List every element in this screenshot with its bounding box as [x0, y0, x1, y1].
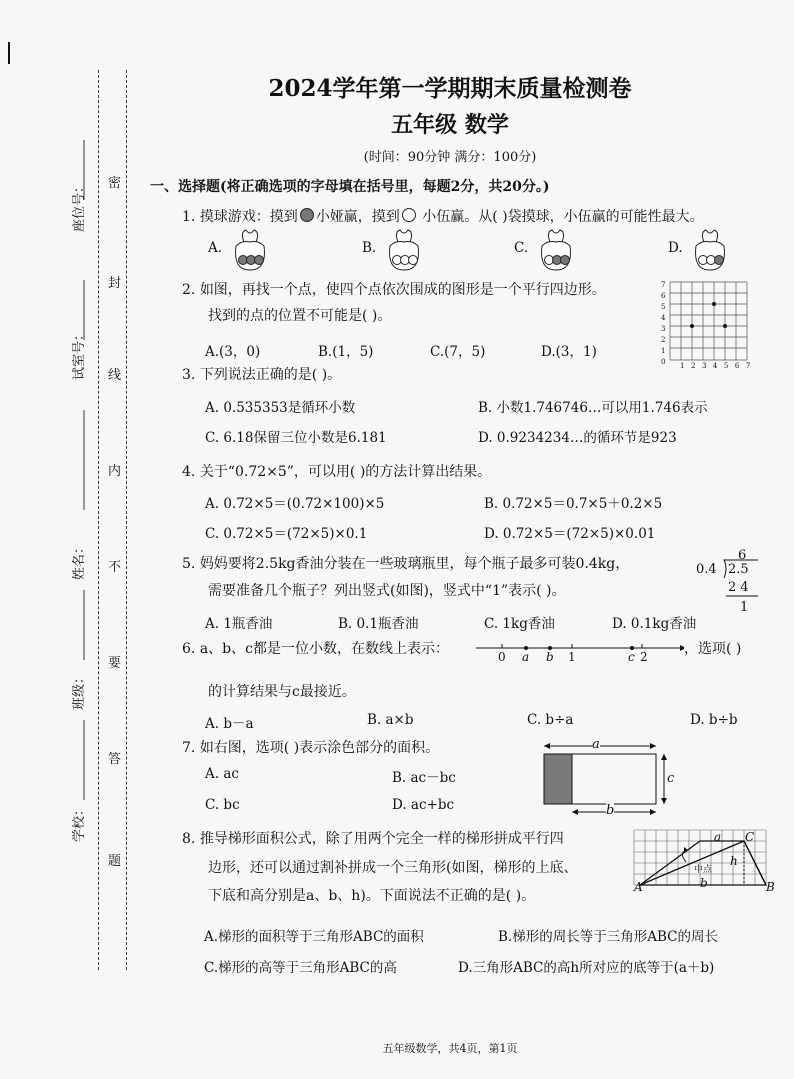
binding-line-left	[98, 70, 99, 970]
room-label: 试室号：	[72, 327, 87, 380]
class-label: 班级：	[72, 670, 87, 710]
seal-char: 题	[108, 854, 122, 869]
q4-option-d: D. 0.72×5＝(72×5)×0.01	[484, 526, 656, 542]
q6-option-c: C. b÷a	[527, 712, 574, 728]
q5-option-b: B. 0.1瓶香油	[338, 616, 419, 632]
question-3: 3. 下列说法正确的是( )。	[182, 367, 342, 383]
grey-ball-icon	[300, 208, 314, 222]
page-title: 2024学年第一学期期末质量检测卷	[268, 75, 632, 102]
seal-char: 封	[108, 276, 122, 291]
section-heading: 一、选择题(将正确选项的字母填在括号里，每题2分，共20分。)	[150, 179, 550, 195]
q1-option-a: A.	[208, 240, 223, 256]
q6-option-a: A. b－a	[205, 716, 254, 732]
q1-option-b: B.	[362, 240, 377, 256]
grid-y-labels: 7 6 5 4 3 2 1 0	[661, 281, 666, 366]
q8-option-a: A.梯形的面积等于三角形ABC的面积	[204, 929, 424, 945]
white-ball-icon	[402, 208, 416, 222]
grid-x-labels: 1234567	[680, 362, 757, 370]
q5-option-a: A. 1瓶香油	[205, 616, 273, 632]
question-1: 1. 摸球游戏：摸到 小娅赢，摸到 小伍赢。从( )袋摸球，小伍赢的可能性最大。	[182, 209, 704, 225]
trap-label-h: h	[730, 854, 738, 868]
seal-char: 不	[108, 560, 122, 575]
ball-bag-icon	[230, 226, 270, 272]
division-product: 2 4	[728, 580, 749, 595]
binding-line-right	[126, 70, 127, 970]
q7-option-c: C. bc	[205, 797, 240, 813]
question-6-tail: ，选项( )	[684, 641, 742, 657]
margin-blank-lines	[62, 120, 92, 1020]
division-divisor: 0.4	[696, 562, 717, 577]
school-label: 学校：	[72, 802, 87, 842]
seat-label: 座位号：	[72, 179, 87, 232]
trap-label-A: A	[634, 880, 643, 894]
question-5: 5. 妈妈要将2.5kg香油分装在一些玻璃瓶里，每个瓶子最多可装0.4kg，	[182, 556, 630, 572]
question-8-line2: 边形，还可以通过割补拼成一个三角形(如图，梯形的上底、	[208, 860, 578, 876]
trap-label-B: B	[766, 880, 775, 894]
division-remainder: 1	[740, 600, 749, 615]
q6-option-d: D. b÷b	[690, 712, 738, 728]
q7-option-a: A. ac	[205, 766, 239, 782]
trap-label-b: b	[700, 876, 708, 890]
q3-option-a: A. 0.535353是循环小数	[205, 400, 356, 416]
division-quotient: 6	[738, 548, 747, 563]
q2-option-d: D.(3，1)	[541, 344, 597, 360]
numberline-a: a	[522, 650, 530, 664]
q2-option-b: B.(1，5)	[318, 344, 374, 360]
scan-mark	[8, 42, 10, 64]
page-subtitle: 五年级 数学	[391, 112, 509, 138]
numberline-c: c	[628, 650, 635, 664]
q8-option-c: C.梯形的高等于三角形ABC的高	[204, 960, 397, 976]
division-dividend: 2.5	[728, 562, 749, 577]
q5-option-c: C. 1kg香油	[484, 616, 555, 632]
seal-char: 答	[108, 752, 122, 767]
q4-option-b: B. 0.72×5＝0.7×5＋0.2×5	[484, 496, 663, 512]
question-7: 7. 如右图，选项( )表示涂色部分的面积。	[182, 740, 440, 756]
q1-option-d: D.	[668, 240, 683, 256]
q2-option-a: A.(3，0)	[205, 344, 261, 360]
q2-option-c: C.(7，5)	[430, 344, 486, 360]
name-label: 姓名：	[72, 540, 87, 580]
numberline-1: 1	[568, 650, 576, 664]
seal-char: 要	[108, 656, 122, 671]
question-6: 6. a、b、c都是一位小数，在数线上表示：	[182, 641, 449, 657]
q1-option-c: C.	[514, 240, 529, 256]
q5-option-d: D. 0.1kg香油	[612, 616, 697, 632]
numberline-0: 0	[498, 650, 506, 664]
question-6-line2: 的计算结果与c最接近。	[208, 684, 356, 700]
rect-label-b: b	[606, 803, 615, 818]
q6-option-b: B. a×b	[367, 712, 414, 728]
seal-char: 线	[108, 368, 122, 383]
question-8: 8. 推导梯形面积公式，除了用两个完全一样的梯形拼成平行四	[182, 831, 564, 847]
ball-bag-icon	[536, 226, 576, 272]
numberline-b: b	[546, 650, 554, 664]
rect-label-c: c	[667, 771, 675, 786]
question-5-line2: 需要准备几个瓶子？列出竖式(如图)，竖式中“1”表示( )。	[208, 583, 566, 599]
page-footer: 五年级数学，共4页，第1页	[382, 1042, 518, 1055]
question-2: 2. 如图，再找一个点，使四个点依次围成的图形是一个平行四边形。	[182, 282, 606, 298]
ball-bag-icon	[690, 226, 730, 272]
seal-char: 内	[108, 464, 122, 479]
q8-option-d: D.三角形ABC的高h所对应的底等于(a＋b)	[458, 960, 715, 976]
q7-option-d: D. ac+bc	[392, 797, 455, 813]
question-8-line3: 下底和高分别是a、b、h)。下面说法不正确的是( )。	[208, 888, 536, 904]
q3-option-c: C. 6.18保留三位小数是6.181	[205, 430, 387, 446]
q8-option-b: B.梯形的周长等于三角形ABC的周长	[498, 929, 718, 945]
time-info: (时间：90分钟 满分：100分)	[363, 150, 537, 165]
q4-option-c: C. 0.72×5＝(72×5)×0.1	[205, 526, 368, 542]
question-2-line2: 找到的点的位置不可能是( )。	[208, 308, 392, 324]
rect-label-a: a	[592, 737, 600, 752]
long-division-bracket	[718, 558, 768, 618]
question-4: 4. 关于“0.72×5”，可以用( )的方法计算出结果。	[182, 464, 492, 480]
q3-option-b: B. 小数1.746746…可以用1.746表示	[478, 400, 708, 416]
trap-label-C: C	[745, 830, 755, 844]
q3-option-d: D. 0.9234234…的循环节是923	[478, 430, 677, 446]
trap-label-a: a	[714, 830, 722, 844]
numberline-2: 2	[640, 650, 648, 664]
q7-option-b: B. ac－bc	[392, 770, 456, 786]
seal-char: 密	[108, 176, 122, 191]
ball-bag-icon	[384, 226, 424, 272]
trap-label-midpoint: 中点	[694, 865, 713, 875]
q4-option-a: A. 0.72×5＝(0.72×100)×5	[205, 496, 385, 512]
